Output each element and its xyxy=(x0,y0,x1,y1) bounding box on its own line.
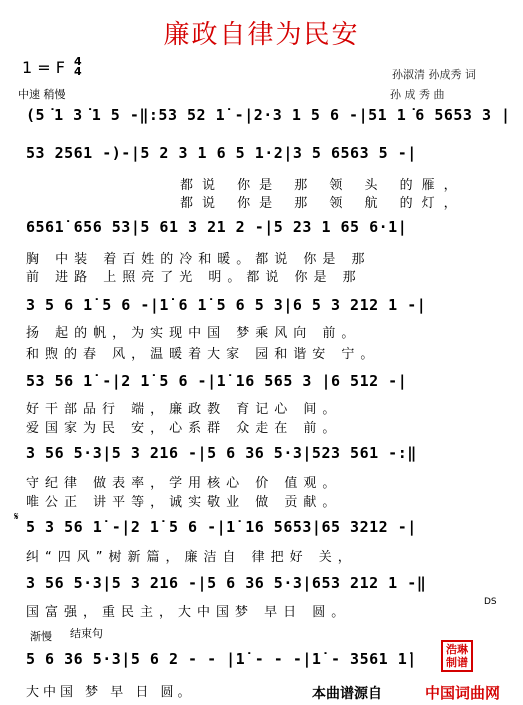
time-signature-top: 4 xyxy=(74,55,82,68)
composer-credit: 孙 成 秀 曲 xyxy=(390,88,445,101)
ritardando-label: 渐慢 xyxy=(30,630,52,643)
notation-line-4: 3 5 6 1̇ 5 6 -|1̇ 6 1̇ 5 6 5 3|6 5 3 212 1 -| xyxy=(26,296,427,314)
time-signature xyxy=(74,57,82,77)
ds-mark: DS xyxy=(484,597,497,607)
lyric-line-2-verse-2: 都说 你是 那 领 航 的灯， xyxy=(180,196,466,211)
notation-line-5: 53 56 1̇ -|2 1̇ 5 6 -|1̇ 16 565 3 |6 512 -| xyxy=(26,372,408,390)
lyric-line-8: 国富强，重民主，大中国梦 早日 圆。 xyxy=(26,605,351,620)
lyric-line-5-verse-1: 好干部品行 端，廉政教 育记心 间。 xyxy=(26,402,342,417)
transcriber-stamp: 浩琳制谱 xyxy=(441,640,473,672)
source-note: 本曲谱源自 xyxy=(312,686,382,702)
notation-line-7: 5 3 56 1̇ -|2 1̇ 5 6 -|1̇ 16 5653|65 3212 -| xyxy=(26,518,417,536)
notation-line-9: 5 6 36 5·3|5 6 2 - - |1̇ - - -|1̇ - 3561 1̇| xyxy=(26,650,417,668)
time-signature-bottom: 4 xyxy=(74,65,82,78)
ending-label: 结束句 xyxy=(70,627,103,640)
lyric-line-6-verse-1: 守纪律 做表率，学用核心 价 值观。 xyxy=(26,476,342,491)
tempo-marking: 中速 稍慢 xyxy=(18,88,66,101)
lyric-line-6-verse-2: 唯公正 讲平等，诚实敬业 做 贡献。 xyxy=(26,495,342,510)
lyric-line-9: 大中国 梦 早 日 圆。 xyxy=(26,685,195,700)
notation-line-8: 3 56 5·3|5 3 216 -|5 6 36 5·3|653 212 1 -‖ xyxy=(26,574,427,592)
segno-mark: 𝄋 xyxy=(14,510,19,523)
page-title: 廉政自律为民安 xyxy=(163,20,360,50)
lyric-line-3-verse-2: 前 进路 上照亮了光 明。都说 你是 那 xyxy=(26,270,362,285)
notation-line-6: 3 56 5·3|5 3 216 -|5 6 36 5·3|523 561 -:‖ xyxy=(26,444,417,462)
lyricist-credit: 孙淑清 孙成秀 词 xyxy=(392,68,476,81)
lyric-line-2-verse-1: 都说 你是 那 领 头 的雁， xyxy=(180,178,466,193)
lyric-line-4-verse-2: 和煦的春 风，温暖着大家 园和谐安 宁。 xyxy=(26,347,380,362)
key-signature: 1 = F xyxy=(22,58,65,77)
lyric-line-5-verse-2: 爱国家为民 安，心系群 众走在 前。 xyxy=(26,421,342,436)
notation-line-2: 53 2561 -)-|5 2 3 1 6 5 1·2|3 5 6563 5 -| xyxy=(26,144,417,162)
lyric-line-3-verse-1: 胸 中装 着百姓的冷和暖。都说 你是 那 xyxy=(26,252,371,267)
lyric-line-4-verse-1: 扬 起的帆，为实现中国 梦乘风向 前。 xyxy=(26,326,361,341)
notation-line-3: 6561̇ 656 53|5 61 3 21 2 -|5 23 1 65 6·1| xyxy=(26,218,408,236)
lyric-line-7: 纠“四风”树新篇，廉洁自 律把好 关， xyxy=(26,550,357,565)
site-logo-text[interactable]: 中国词曲网 xyxy=(425,684,501,702)
notation-line-1: (5͘1 3͘1 5 -‖:53 52 1̇ -|2·3 1 5 6 -|51 1͘6 5653 3 | xyxy=(26,106,511,124)
